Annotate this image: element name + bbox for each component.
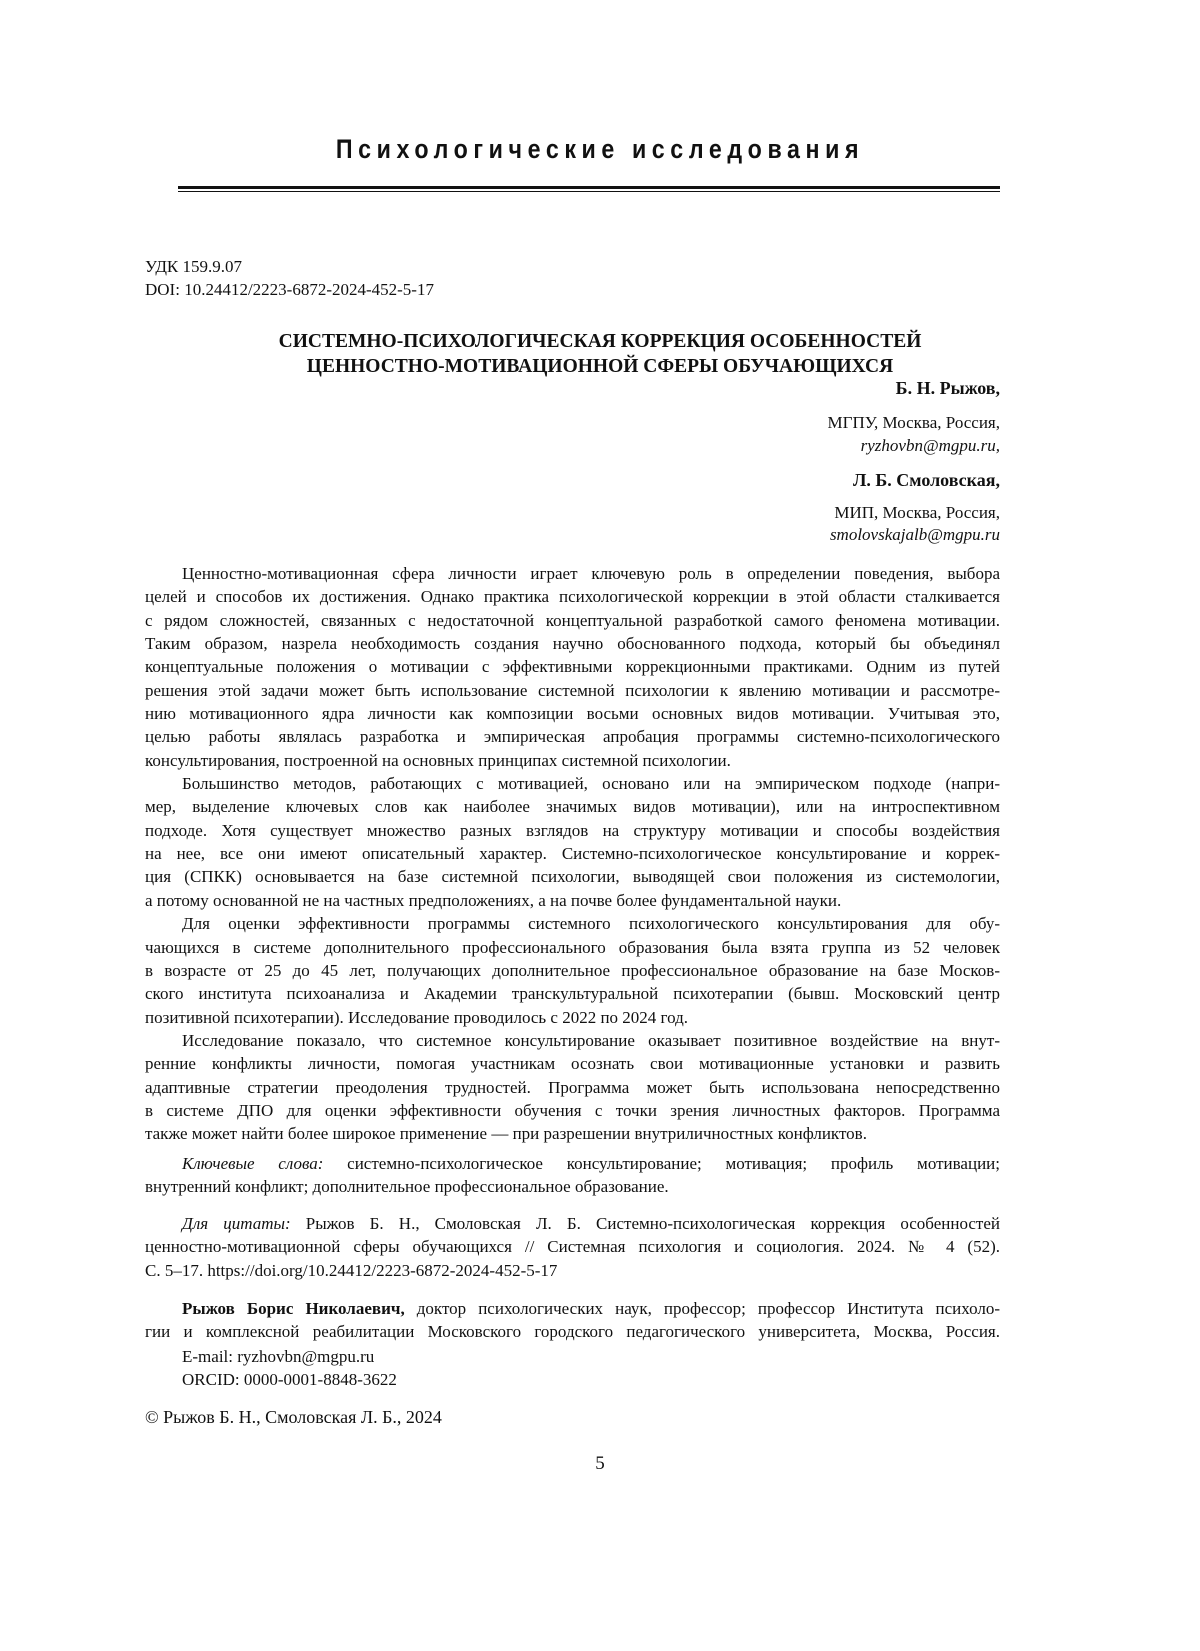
abstract-line: с рядом сложностей, связанных с недостаточной концептуальной разработкой самого феномена мотивации. (145, 609, 1000, 632)
abstract-line: на нее, все они имеют описательный характер. Системно-психологическое консультирование и коррек- (145, 842, 1000, 865)
keywords-text: системно-психологическое консультирование; мотивация; профиль мотивации; (323, 1154, 1000, 1173)
abstract (145, 562, 1000, 1146)
citation-label: Для цитаты: (182, 1214, 291, 1233)
citation-doi-link[interactable]: С. 5–17. https://doi.org/10.24412/2223-6872-2024-452-5-17 (145, 1259, 1000, 1282)
abstract-line: подходе. Хотя существует множество разных взглядов на структуру мотивации и способы воздействия (145, 819, 1000, 842)
abstract-line: целью работы являлась разработка и эмпирическая апробация программы системно-психологического (145, 725, 1000, 748)
abstract-line: позитивной психотерапии). Исследование проводилось с 2022 по 2024 год. (145, 1006, 1000, 1029)
citation-text: Рыжов Б. Н., Смоловская Л. Б. Системно-психологическая коррекция особенностей (291, 1214, 1000, 1233)
keywords-text: внутренний конфликт; дополнительное профессиональное образование. (145, 1175, 1000, 1198)
author-name: Б. Н. Рыжов, (896, 377, 1000, 399)
abstract-line: в возрасте от 25 до 45 лет, получающих дополнительное профессиональное образование на базе Москов- (145, 959, 1000, 982)
abstract-line: Для оценки эффективности программы системного психологического консультирования для обу- (145, 912, 1000, 935)
abstract-line: Большинство методов, работающих с мотивацией, основано или на эмпирическом подходе (напри- (145, 772, 1000, 795)
bio-text: доктор психологических наук, профессор; профессор Института психоло- (405, 1299, 1000, 1318)
abstract-line: ренние конфликты личности, помогая участникам осознать свои мотивационные установки и развить (145, 1052, 1000, 1075)
udk: УДК 159.9.07 (145, 255, 434, 278)
abstract-line: также может найти более широкое применение — при разрешении внутриличностных конфликтов. (145, 1122, 1000, 1145)
header-rule (178, 186, 1000, 189)
abstract-line: ция (СПКК) основывается на базе системной психологии, выводящей свои положения из системологии, (145, 865, 1000, 888)
author-email[interactable]: smolovskajalb@mgpu.ru (830, 524, 1000, 546)
doi: DOI: 10.24412/2223-6872-2024-452-5-17 (145, 278, 434, 301)
article-meta (145, 255, 434, 301)
abstract-line: нию мотивационного ядра личности как композиции восьми основных видов мотивации. Учитывая это, (145, 702, 1000, 725)
author-bio (145, 1297, 1000, 1391)
bio-name: Рыжов Борис Николаевич, (182, 1299, 405, 1318)
keywords-label: Ключевые слова: (182, 1154, 323, 1173)
abstract-line: Таким образом, назрела необходимость создания научно обоснованного подхода, который бы объединял (145, 632, 1000, 655)
abstract-line: мер, выделение ключевых слов как наиболее значимых видов мотивации), или на интроспективном (145, 795, 1000, 818)
keywords (145, 1152, 1000, 1199)
abstract-line: целей и способов их достижения. Однако практика психологической коррекции в этой области сталкивается (145, 585, 1000, 608)
abstract-line: решения этой задачи может быть использование системной психологии к явлению мотивации и рассмотре- (145, 679, 1000, 702)
abstract-line: консультирования, построенной на основных принципах системной психологии. (145, 749, 1000, 772)
bio-email[interactable]: E-mail: ryzhovbn@mgpu.ru (145, 1345, 1000, 1368)
citation-text: ценностно-мотивационной сферы обучающихся // Системная психология и социология. 2024. № 4 (52). (145, 1235, 1000, 1258)
bio-text: гии и комплексной реабилитации Московского городского педагогического университета, Москва, Россия. (145, 1320, 1000, 1343)
title-line: СИСТЕМНО-ПСИХОЛОГИЧЕСКАЯ КОРРЕКЦИЯ ОСОБЕННОСТЕЙ (0, 329, 1200, 354)
title-line: ЦЕННОСТНО-МОТИВАЦИОННОЙ СФЕРЫ ОБУЧАЮЩИХСЯ (0, 354, 1200, 379)
abstract-line: а потому основанной не на частных предположениях, а на почве более фундаментальной науки. (145, 889, 1000, 912)
bio-orcid: ORCID: 0000-0001-8848-3622 (145, 1368, 1000, 1391)
journal-section-title: Психологические исследования (84, 134, 1116, 165)
abstract-line: ского института психоанализа и Академии транскультуральной психотерапии (бывш. Московский центр (145, 982, 1000, 1005)
abstract-line: Исследование показало, что системное консультирование оказывает позитивное воздействие на внут- (145, 1029, 1000, 1052)
abstract-line: чающихся в системе дополнительного профессионального образования была взята группа из 52 человек (145, 936, 1000, 959)
abstract-line: Ценностно-мотивационная сфера личности играет ключевую роль в определении поведения, выбора (145, 562, 1000, 585)
author-affiliation: МИП, Москва, Россия, (834, 502, 1000, 524)
abstract-line: в системе ДПО для оценки эффективности обучения с точки зрения личностных факторов. Программа (145, 1099, 1000, 1122)
author-email[interactable]: ryzhovbn@mgpu.ru, (861, 435, 1000, 457)
header-rule-thin (178, 191, 1000, 192)
abstract-line: адаптивные стратегии преодоления трудностей. Программа может быть использована непосредственно (145, 1076, 1000, 1099)
article-title (0, 329, 1200, 379)
citation (145, 1212, 1000, 1282)
copyright: © Рыжов Б. Н., Смоловская Л. Б., 2024 (145, 1407, 442, 1428)
abstract-line: концептуальные положения о мотивации с эффективными коррекционными практиками. Одним из путей (145, 655, 1000, 678)
author-name: Л. Б. Смоловская, (853, 469, 1000, 491)
page-number: 5 (0, 1453, 1200, 1475)
author-affiliation: МГПУ, Москва, Россия, (828, 412, 1000, 434)
